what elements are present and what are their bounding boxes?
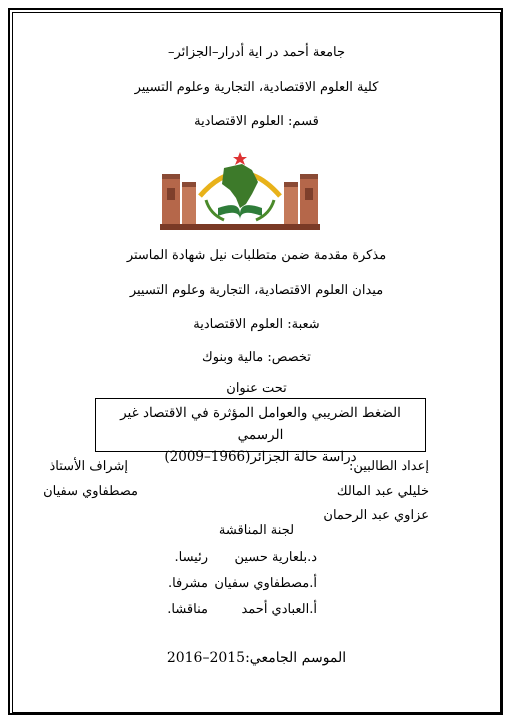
committee-label: لجنة المناقشة bbox=[218, 523, 295, 538]
university-emblem-logo bbox=[160, 148, 320, 230]
thesis-title-line2: دراسة حالة الجزائر(1966–2009) bbox=[164, 449, 357, 465]
academic-year: الموسم الجامعي:2015–2016 bbox=[166, 650, 347, 666]
memo-type: مذكرة مقدمة ضمن متطلبات نيل شهادة الماستر bbox=[126, 248, 387, 263]
committee-member-2-name: أ.مصطفاوي سفيان bbox=[214, 576, 317, 591]
branch-name: شعبة: العلوم الاقتصادية bbox=[193, 317, 320, 332]
africa-map-icon bbox=[222, 164, 258, 208]
committee-member-3-name: أ.العبادي أحمد bbox=[241, 602, 317, 617]
right-pillar bbox=[300, 178, 318, 226]
committee-member-1-name: د.بلعارية حسين bbox=[234, 550, 317, 565]
university-name: جامعة أحمد در اية أدرار–الجزائر– bbox=[167, 45, 346, 60]
left-pillar bbox=[162, 178, 180, 226]
thesis-title-box bbox=[95, 398, 426, 465]
supervisor-name: مصطفاوي سفيان bbox=[43, 484, 138, 499]
base-ribbon bbox=[160, 224, 320, 230]
student-name-1: خليلي عبد المالك bbox=[336, 484, 429, 499]
committee-member-2-role: مشرفا. bbox=[167, 576, 208, 591]
field-name: ميدان العلوم الاقتصادية، التجارية وعلوم التسيير bbox=[129, 283, 384, 298]
under-title-label: تحت عنوان bbox=[226, 381, 287, 396]
supervisor-label: إشراف الأستاذ bbox=[49, 459, 128, 474]
committee-member-1-role: رئيسا. bbox=[174, 550, 208, 565]
department-name: قسم: العلوم الاقتصادية bbox=[194, 114, 319, 129]
right-pillar-2 bbox=[284, 186, 298, 226]
left-pillar-2 bbox=[182, 186, 196, 226]
thesis-title-line1: الضغط الضريبي والعوامل المؤثرة في الاقتصاد غير الرسمي bbox=[120, 405, 401, 443]
student-name-2: عزاوي عبد الرحمان bbox=[323, 508, 429, 523]
committee-member-3-role: مناقشا. bbox=[167, 602, 208, 617]
specialty-name: تخصص: مالية وبنوك bbox=[202, 350, 311, 365]
students-label: إعداد الطالبين: bbox=[348, 459, 429, 474]
star-icon bbox=[233, 152, 247, 165]
faculty-name: كلية العلوم الاقتصادية، التجارية وعلوم التسيير bbox=[134, 80, 379, 95]
